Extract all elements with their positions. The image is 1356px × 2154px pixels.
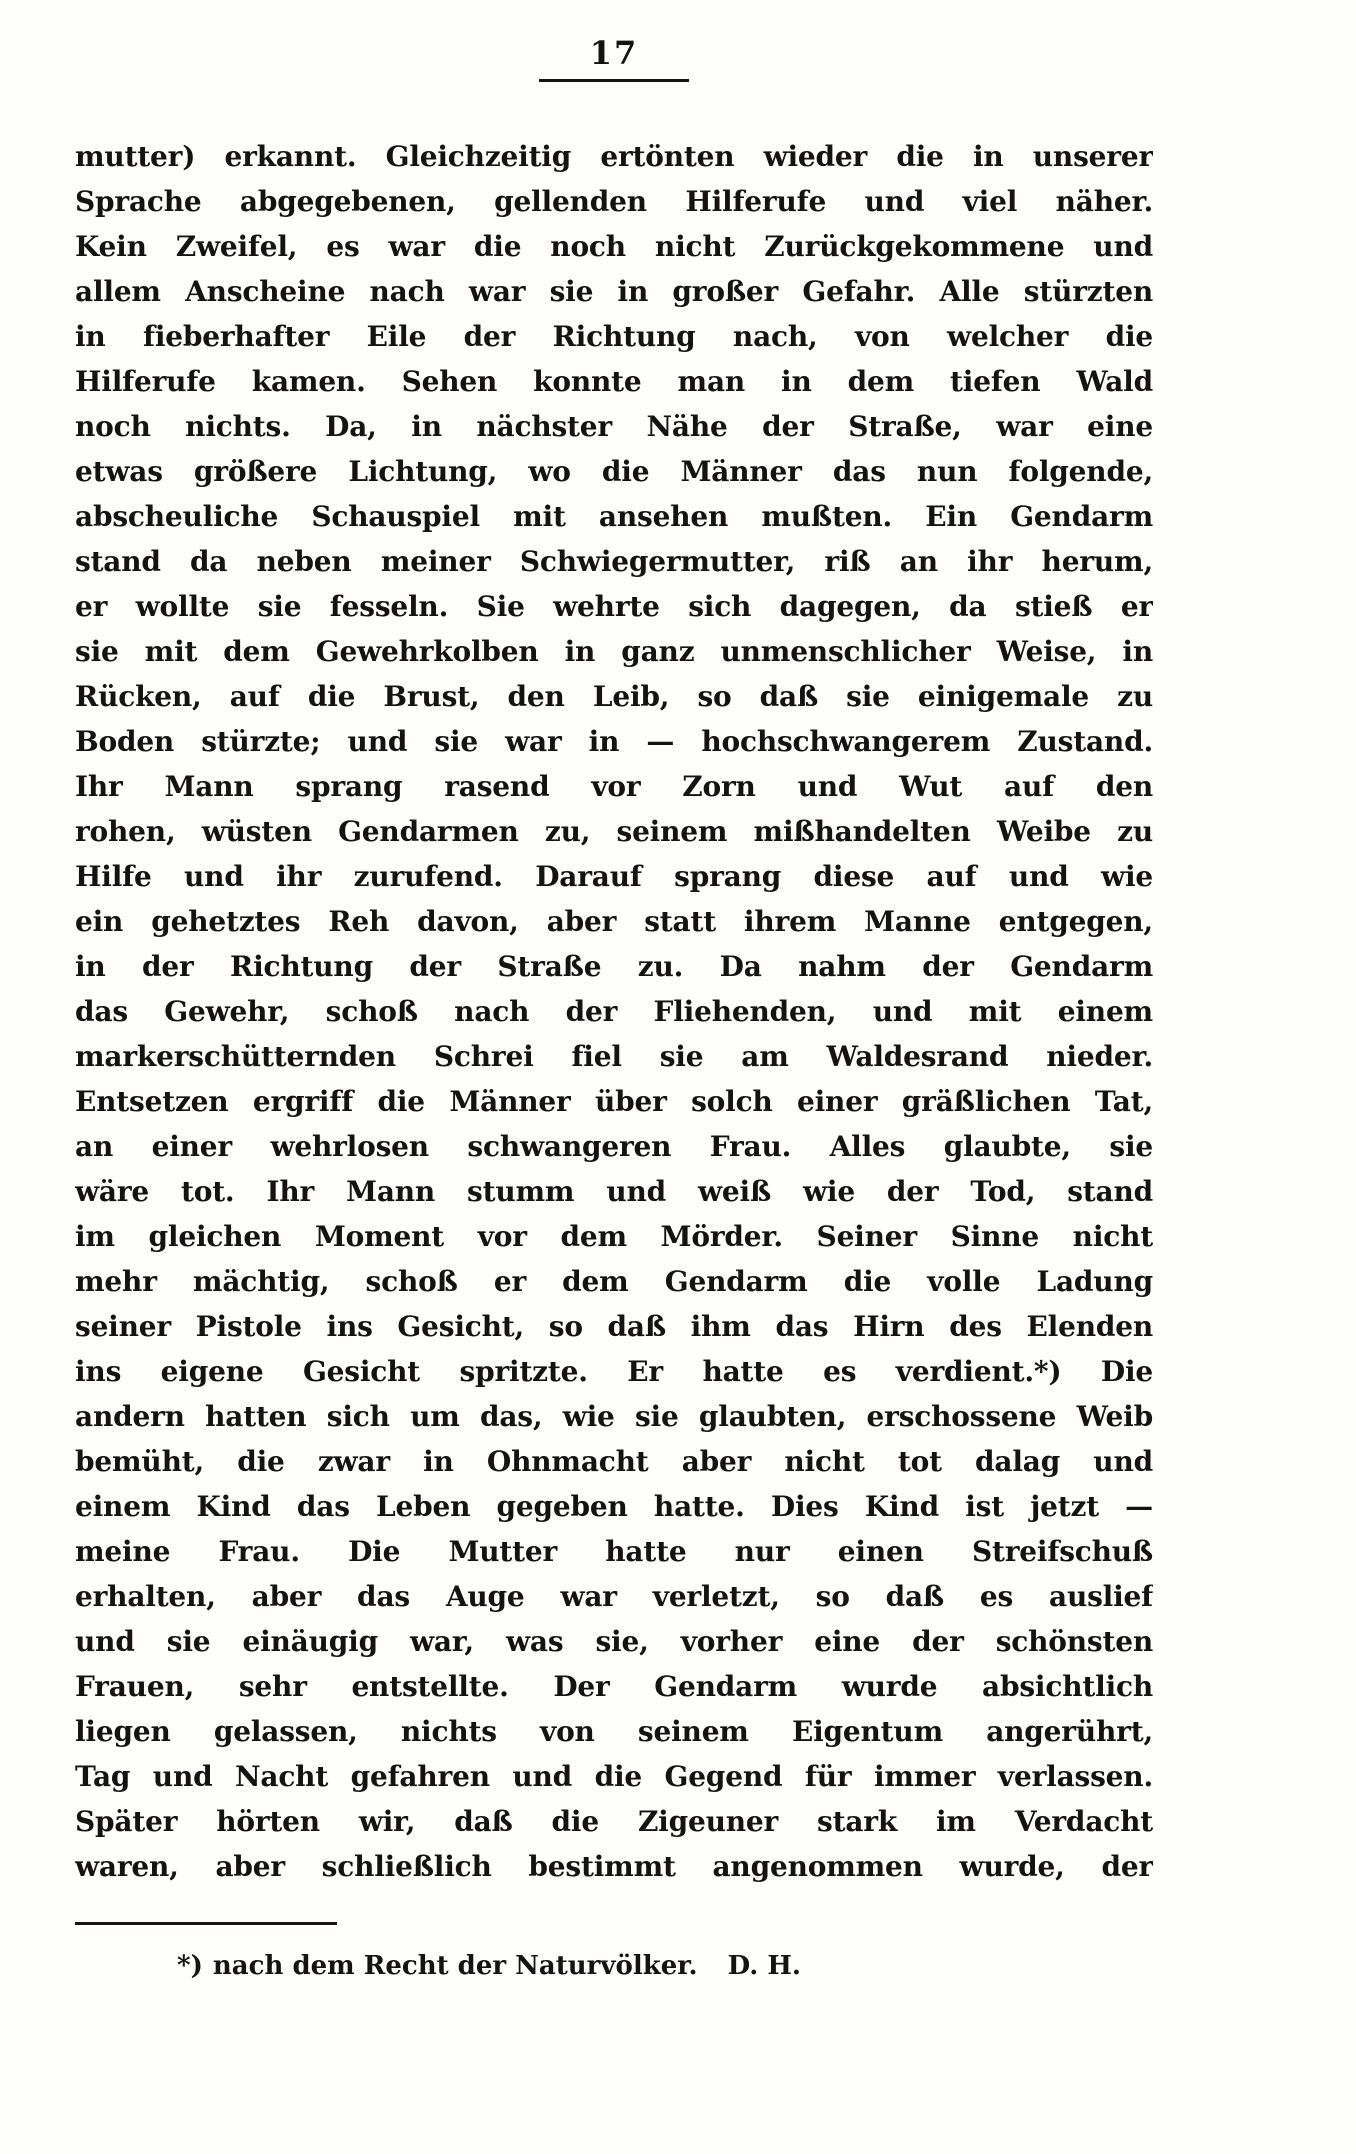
text-line: rohen, wüsten Gendarmen zu, seinem mißhandelten Weibe zu (75, 815, 1153, 848)
text-line: andern hatten sich um das, wie sie glaubten, erschossene Weib (75, 1400, 1153, 1433)
text-line: mehr mächtig, schoß er dem Gendarm die volle Ladung (75, 1265, 1153, 1298)
text-line: Entsetzen ergriff die Männer über solch einer gräßlichen Tat, (75, 1085, 1153, 1118)
text-line: Kein Zweifel, es war die noch nicht Zurückgekommene und (75, 230, 1153, 263)
text-line: markerschütternden Schrei fiel sie am Waldesrand nieder. (75, 1040, 1153, 1073)
text-line: Ihr Mann sprang rasend vor Zorn und Wut auf den (75, 770, 1153, 803)
text-line: Frauen, sehr entstellte. Der Gendarm wurde absichtlich (75, 1670, 1153, 1703)
text-line: waren, aber schließlich bestimmt angenommen wurde, der (75, 1850, 1153, 1883)
text-line: an einer wehrlosen schwangeren Frau. Alles glaubte, sie (75, 1130, 1153, 1163)
page-number: 17 (589, 34, 639, 72)
footnote-rule (75, 1922, 337, 1925)
text-line: sie mit dem Gewehrkolben in ganz unmenschlicher Weise, in (75, 635, 1153, 668)
text-line: Hilfe und ihr zurufend. Darauf sprang diese auf und wie (75, 860, 1153, 893)
text-line: er wollte sie fesseln. Sie wehrte sich dagegen, da stieß er (75, 590, 1153, 623)
text-line: allem Anscheine nach war sie in großer Gefahr. Alle stürzten (75, 275, 1153, 308)
text-line: in der Richtung der Straße zu. Da nahm der Gendarm (75, 950, 1153, 983)
text-line: mutter) erkannt. Gleichzeitig ertönten wieder die in unserer (75, 140, 1153, 173)
text-line: erhalten, aber das Auge war verletzt, so daß es auslief (75, 1580, 1153, 1613)
text-line: einem Kind das Leben gegeben hatte. Dies Kind ist jetzt — (75, 1490, 1153, 1523)
text-line: bemüht, die zwar in Ohnmacht aber nicht tot dalag und (75, 1445, 1153, 1478)
text-line: und sie einäugig war, was sie, vorher eine der schönsten (75, 1625, 1153, 1658)
text-line: Rücken, auf die Brust, den Leib, so daß sie einigemale zu (75, 680, 1153, 713)
text-line: im gleichen Moment vor dem Mörder. Seiner Sinne nicht (75, 1220, 1153, 1253)
page-header (75, 34, 1153, 82)
text-line: in fieberhafter Eile der Richtung nach, von welcher die (75, 320, 1153, 353)
text-line: etwas größere Lichtung, wo die Männer das nun folgende, (75, 455, 1153, 488)
footnote (75, 1946, 1153, 1986)
text-line: ein gehetztes Reh davon, aber statt ihrem Manne entgegen, (75, 905, 1153, 938)
text-line: Hilferufe kamen. Sehen konnte man in dem tiefen Wald (75, 365, 1153, 398)
text-line: Boden stürzte; und sie war in — hochschwangerem Zustand. (75, 725, 1153, 758)
text-line: liegen gelassen, nichts von seinem Eigentum angerührt, (75, 1715, 1153, 1748)
footnote-line (75, 1951, 801, 1981)
text-line: wäre tot. Ihr Mann stumm und weiß wie der Tod, stand (75, 1175, 1153, 1208)
text-line: stand da neben meiner Schwiegermutter, riß an ihr herum, (75, 545, 1153, 578)
text-line: Sprache abgegebenen, gellenden Hilferufe und viel näher. (75, 185, 1153, 218)
text-line: Später hörten wir, daß die Zigeuner stark im Verdacht (75, 1805, 1153, 1838)
text-line: Tag und Nacht gefahren und die Gegend für immer verlassen. (75, 1760, 1153, 1793)
text-line: seiner Pistole ins Gesicht, so daß ihm das Hirn des Elenden (75, 1310, 1153, 1343)
text-line: ins eigene Gesicht spritzte. Er hatte es verdient.*) Die (75, 1355, 1153, 1388)
footnote-attribution: D. H. (727, 1951, 801, 1981)
text-line: meine Frau. Die Mutter hatte nur einen Streifschuß (75, 1535, 1153, 1568)
text-line: das Gewehr, schoß nach der Fliehenden, und mit einem (75, 995, 1153, 1028)
body-text (75, 134, 1153, 1889)
page-number-rule (539, 79, 689, 82)
text-line: abscheuliche Schauspiel mit ansehen mußten. Ein Gendarm (75, 500, 1153, 533)
text-line: noch nichts. Da, in nächster Nähe der Straße, war eine (75, 410, 1153, 443)
footnote-text: nach dem Recht der Naturvölker. (212, 1951, 698, 1981)
footnote-marker: *) (177, 1951, 203, 1981)
